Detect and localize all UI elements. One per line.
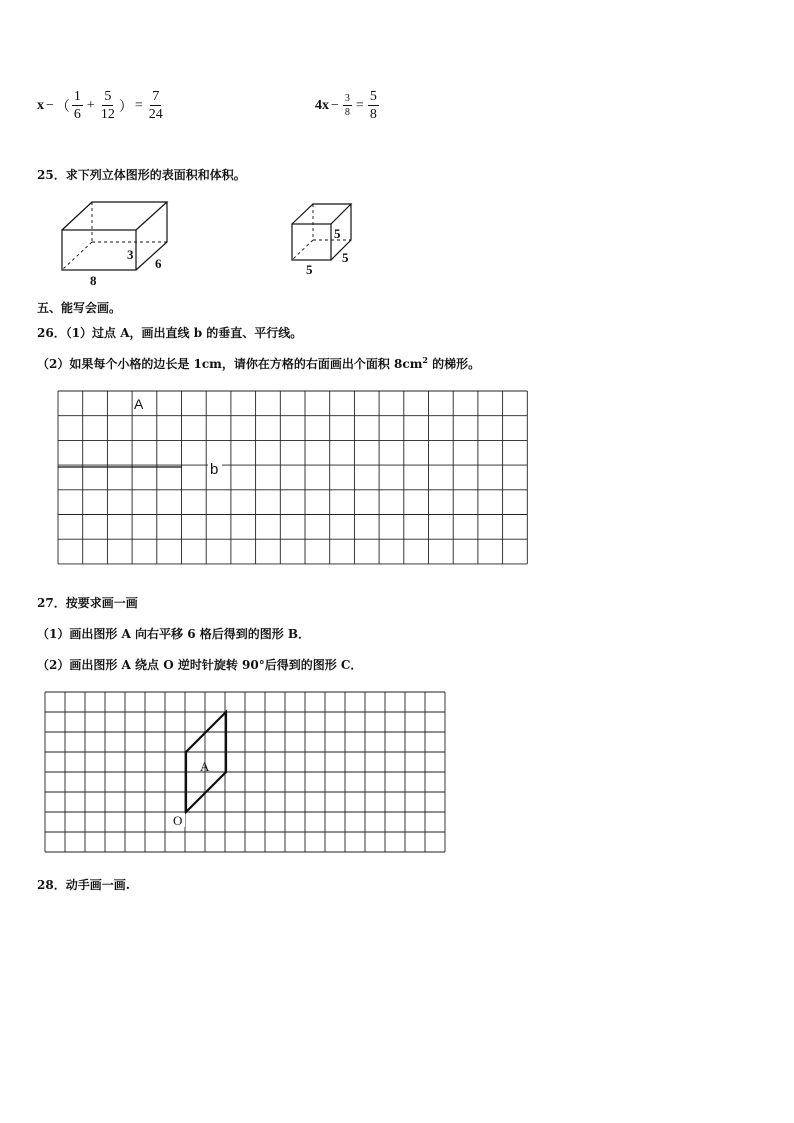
q27-title: 27．按要求画一画 <box>37 596 138 610</box>
eq1-f1-numerator: 1 <box>73 89 81 104</box>
cuboid-width-label: 6 <box>155 256 162 271</box>
cuboid-length-label: 8 <box>90 273 97 288</box>
eq1-equals: = <box>134 98 143 113</box>
eq2-f1-numerator: 3 <box>344 93 350 104</box>
q26-part1: 26．（1）过点 A，画出直线 b 的垂直、平行线。 <box>37 326 303 340</box>
eq2-f1-denominator: 8 <box>344 107 350 118</box>
cube-height-label: 5 <box>334 226 341 241</box>
point-o-label: O <box>173 813 183 828</box>
eq1-plus: + <box>86 98 95 113</box>
point-a-label: A <box>134 396 144 412</box>
eq2-minus: − <box>331 98 339 113</box>
shape-a-label: A <box>200 759 210 774</box>
eq1-lparen: （ <box>55 100 70 115</box>
q26-part2-tail: 的梯形。 <box>428 357 481 371</box>
eq1-f3-numerator: 7 <box>152 89 160 104</box>
eq1-var: x <box>37 98 44 113</box>
eq1-f3-denominator: 24 <box>148 107 163 122</box>
eq2-f2-numerator: 5 <box>369 89 377 104</box>
q27-part1: （1）画出图形 A 向右平移 6 格后得到的图形 B． <box>37 627 311 641</box>
section-5-heading: 五、能写会画。 <box>37 301 122 315</box>
cuboid-height-label: 3 <box>127 247 134 262</box>
eq1-f2-numerator: 5 <box>104 89 112 104</box>
q25-text: 25．求下列立体图形的表面积和体积。 <box>37 168 246 182</box>
eq1-rparen: ） <box>118 100 133 115</box>
cube-length-label: 5 <box>306 262 313 277</box>
cube-width-label: 5 <box>342 250 349 265</box>
eq1-minus: − <box>46 98 54 113</box>
q26-part2-superscript: 2 <box>422 355 428 365</box>
eq1-f2-denominator: 12 <box>100 107 115 122</box>
q28-text: 28．动手画一画. <box>37 878 130 892</box>
eq2-left: 4x <box>315 98 329 113</box>
eq1-f1-denominator: 6 <box>73 107 81 122</box>
q27-part2: （2）画出图形 A 绕点 O 逆时针旋转 90°后得到的图形 C． <box>37 658 363 672</box>
q26-part2-text: （2）如果每个小格的边长是 1cm，请你在方格的右面画出个面积 8cm <box>37 357 423 371</box>
line-b-label: b <box>210 461 219 478</box>
eq2-f2-denominator: 8 <box>369 107 377 122</box>
eq2-equals: = <box>355 98 364 113</box>
